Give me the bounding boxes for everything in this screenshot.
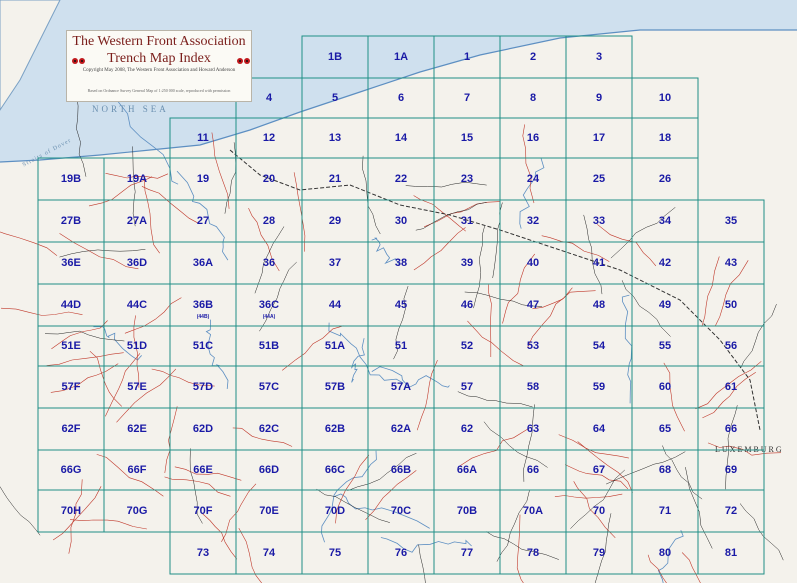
sheet-label[interactable]: 1B <box>327 51 343 63</box>
sheet-label[interactable]: 66 <box>526 464 540 476</box>
sheet-label[interactable]: 44D <box>60 299 82 311</box>
sheet-label[interactable]: 55 <box>658 340 672 352</box>
sheet-label[interactable]: 70 <box>592 505 606 517</box>
sheet-label[interactable]: 1A <box>393 51 409 63</box>
sheet-label[interactable]: 23 <box>460 173 474 185</box>
sheet-label[interactable]: 62F <box>61 423 81 435</box>
sheet-label[interactable]: 62B <box>324 423 346 435</box>
sheet-label[interactable]: 70A <box>522 505 544 517</box>
sheet-label[interactable]: 77 <box>460 547 474 559</box>
sheet-label[interactable]: 4 <box>265 92 273 104</box>
sheet-label[interactable]: 52 <box>460 340 474 352</box>
sheet-label[interactable]: 66 <box>724 423 738 435</box>
sheet-label[interactable]: 13 <box>328 132 342 144</box>
sheet-label[interactable]: 2 <box>529 51 537 63</box>
sheet-sub-label: (44A) <box>262 314 276 320</box>
copyright-text: Copyright May 2008, The Western Front Association and Howard Anderson <box>82 68 236 73</box>
sheet-label[interactable]: 10 <box>658 92 672 104</box>
sheet-label[interactable]: 75 <box>328 547 342 559</box>
sheet-label[interactable]: 81 <box>724 547 738 559</box>
sheet-label[interactable]: 17 <box>592 132 606 144</box>
sheet-label[interactable]: 36D <box>126 257 148 269</box>
sheet-label[interactable]: 41 <box>592 257 606 269</box>
sheet-label[interactable]: 42 <box>658 257 672 269</box>
sheet-label[interactable]: 29 <box>328 215 342 227</box>
sheet-label[interactable]: 16 <box>526 132 540 144</box>
strait-label: Straits of Dover <box>21 137 73 169</box>
sheet-label[interactable]: 21 <box>328 173 342 185</box>
sheet-label[interactable]: 66A <box>456 464 478 476</box>
sheet-label[interactable]: 36E <box>61 257 81 269</box>
sheet-label[interactable]: 59 <box>592 381 606 393</box>
title-subheading: Trench Map Index <box>107 51 211 66</box>
sheet-label[interactable]: 27B <box>60 215 82 227</box>
sheet-label[interactable]: 3 <box>595 51 603 63</box>
sheet-label[interactable]: 71 <box>658 505 672 517</box>
sheet-label[interactable]: 34 <box>658 215 672 227</box>
sheet-label[interactable]: 28 <box>262 215 276 227</box>
sheet-label[interactable]: 64 <box>592 423 606 435</box>
sheet-label[interactable]: 70D <box>324 505 346 517</box>
sheet-label[interactable]: 62 <box>460 423 474 435</box>
sheet-label[interactable]: 48 <box>592 299 606 311</box>
sheet-label[interactable]: 80 <box>658 547 672 559</box>
sheet-label[interactable]: 25 <box>592 173 606 185</box>
north-sea-label: NORTH SEA <box>92 104 169 114</box>
sheet-label[interactable]: 19 <box>196 173 210 185</box>
title-cartouche <box>66 30 252 102</box>
sheet-label[interactable]: 57C <box>258 381 280 393</box>
sheet-label[interactable]: 43 <box>724 257 738 269</box>
sheet-label[interactable]: 27A <box>126 215 148 227</box>
sheet-label[interactable]: 56 <box>724 340 738 352</box>
sheet-label[interactable]: 6 <box>397 92 405 104</box>
sheet-label[interactable]: 36 <box>262 257 276 269</box>
sheet-label[interactable]: 51D <box>126 340 148 352</box>
sheet-label[interactable]: 27 <box>196 215 210 227</box>
sheet-label[interactable]: 36A <box>192 257 214 269</box>
sheet-label[interactable]: 57 <box>460 381 474 393</box>
sheet-label[interactable]: 20 <box>262 173 276 185</box>
sheet-label[interactable]: 79 <box>592 547 606 559</box>
sheet-label[interactable]: 15 <box>460 132 474 144</box>
sheet-label[interactable]: 31 <box>460 215 474 227</box>
sheet-label[interactable]: 50 <box>724 299 738 311</box>
sheet-label[interactable]: 24 <box>526 173 540 185</box>
sheet-label[interactable]: 19A <box>126 173 148 185</box>
sheet-label[interactable]: 70B <box>456 505 478 517</box>
sheet-label[interactable]: 36B <box>192 299 214 311</box>
sheet-label[interactable]: 57F <box>61 381 81 393</box>
sheet-label[interactable]: 51 <box>394 340 408 352</box>
sheet-label[interactable]: 57D <box>192 381 214 393</box>
sheet-label[interactable]: 70E <box>259 505 279 517</box>
sheet-label[interactable]: 66D <box>258 464 280 476</box>
sheet-label[interactable]: 66F <box>127 464 147 476</box>
sheet-label[interactable]: 70F <box>193 505 213 517</box>
title-heading: The Western Front Association <box>72 34 246 49</box>
sheet-label[interactable]: 76 <box>394 547 408 559</box>
sheet-label[interactable]: 35 <box>724 215 738 227</box>
sheet-label[interactable]: 26 <box>658 173 672 185</box>
sheet-label[interactable]: 66G <box>60 464 82 476</box>
sheet-label[interactable]: 5 <box>331 92 339 104</box>
sheet-label[interactable]: 18 <box>658 132 672 144</box>
sheet-label[interactable]: 78 <box>526 547 540 559</box>
sheet-label[interactable]: 66E <box>193 464 213 476</box>
sheet-label[interactable]: 45 <box>394 299 408 311</box>
sheet-label[interactable]: 62A <box>390 423 412 435</box>
sheet-label[interactable]: 66C <box>324 464 346 476</box>
sheet-label[interactable]: 12 <box>262 132 276 144</box>
sheet-label[interactable]: 51B <box>258 340 280 352</box>
sheet-label[interactable]: 49 <box>658 299 672 311</box>
sheet-label[interactable]: 51E <box>61 340 81 352</box>
sheet-label[interactable]: 40 <box>526 257 540 269</box>
sheet-label[interactable]: 57A <box>390 381 412 393</box>
sheet-label[interactable]: 51A <box>324 340 346 352</box>
sheet-label[interactable]: 36C <box>258 299 280 311</box>
sheet-label[interactable]: 62C <box>258 423 280 435</box>
sheet-label[interactable]: 70C <box>390 505 412 517</box>
sheet-label[interactable]: 46 <box>460 299 474 311</box>
sheet-label[interactable]: 19B <box>60 173 82 185</box>
sheet-label[interactable]: 57B <box>324 381 346 393</box>
sheet-label[interactable]: 9 <box>595 92 603 104</box>
sheet-label[interactable]: 1 <box>463 51 471 63</box>
sheet-label[interactable]: 58 <box>526 381 540 393</box>
sheet-label[interactable]: 54 <box>592 340 606 352</box>
source-note: Based on Ordnance Survey General Map of 1:250 000 scale, reproduced with permission <box>87 88 231 93</box>
sheet-label[interactable]: 65 <box>658 423 672 435</box>
sheet-label[interactable]: 22 <box>394 173 408 185</box>
sheet-label[interactable]: 62D <box>192 423 214 435</box>
sheet-label[interactable]: 68 <box>658 464 672 476</box>
sheet-label[interactable]: 60 <box>658 381 672 393</box>
sheet-label[interactable]: 67 <box>592 464 606 476</box>
luxembourg-label: LUXEMBURG <box>715 445 784 454</box>
sheet-label[interactable]: 37 <box>328 257 342 269</box>
sheet-label[interactable]: 33 <box>592 215 606 227</box>
sheet-label[interactable]: 53 <box>526 340 540 352</box>
sheet-label[interactable]: 70H <box>60 505 82 517</box>
sheet-label[interactable]: 32 <box>526 215 540 227</box>
sheet-label[interactable]: 72 <box>724 505 738 517</box>
sheet-label[interactable]: 63 <box>526 423 540 435</box>
sheet-label[interactable]: 44 <box>328 299 342 311</box>
sheet-label[interactable]: 74 <box>262 547 276 559</box>
sheet-label[interactable]: 57E <box>127 381 147 393</box>
sheet-label[interactable]: 39 <box>460 257 474 269</box>
sheet-label[interactable]: 62E <box>127 423 147 435</box>
sheet-label[interactable]: 30 <box>394 215 408 227</box>
sheet-label[interactable]: 14 <box>394 132 408 144</box>
sheet-label[interactable]: 61 <box>724 381 738 393</box>
sheet-label[interactable]: 11 <box>197 132 209 144</box>
sheet-label[interactable]: 47 <box>526 299 540 311</box>
sheet-label[interactable]: 44C <box>126 299 148 311</box>
sheet-sub-label: (44B) <box>196 314 210 320</box>
sheet-label[interactable]: 51C <box>192 340 214 352</box>
sheet-label[interactable]: 8 <box>529 92 537 104</box>
sheet-label[interactable]: 66B <box>390 464 412 476</box>
sheet-label[interactable]: 38 <box>394 257 408 269</box>
sheet-label[interactable]: 69 <box>724 464 738 476</box>
sheet-label[interactable]: 73 <box>196 547 210 559</box>
sheet-label[interactable]: 7 <box>463 92 471 104</box>
sheet-label[interactable]: 70G <box>126 505 148 517</box>
